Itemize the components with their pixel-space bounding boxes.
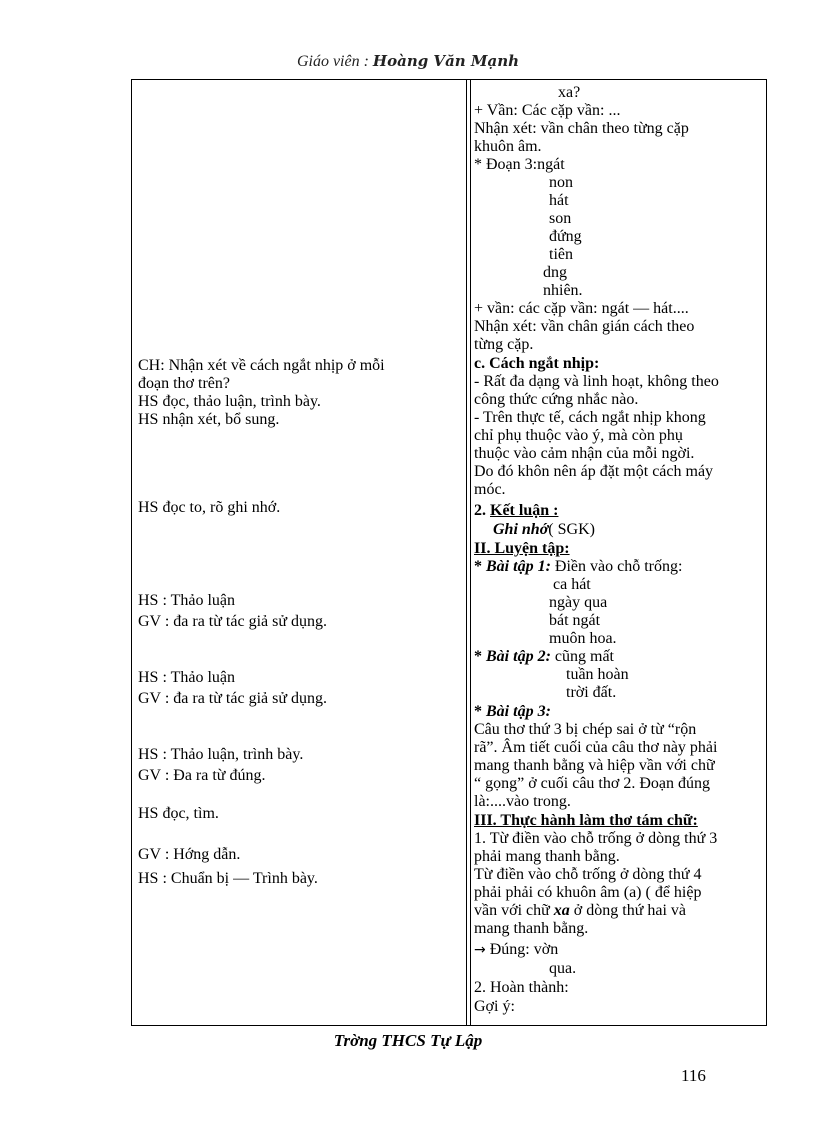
right-line: xa? — [558, 84, 581, 101]
right-line: mang thanh bằng. — [474, 920, 589, 937]
left-line: CH: Nhận xét về cách ngắt nhịp ở mỗi — [138, 357, 385, 374]
left-line: HS đọc, thảo luận, trình bày. — [138, 393, 321, 410]
rhyme-word: dng — [543, 264, 567, 281]
right-line: phải mang thanh bằng. — [474, 848, 620, 865]
page-number: 116 — [681, 1066, 706, 1085]
left-line: GV : đa ra từ tác giả sử dụng. — [138, 613, 328, 630]
ghi-nho-line — [493, 521, 595, 539]
right-line: rã”. Âm tiết cuối của câu thơ này phải — [474, 739, 718, 756]
left-line: HS đọc to, rõ ghi nhớ. — [138, 499, 281, 516]
section-heading-iii — [474, 812, 698, 830]
left-line: HS : Thảo luận, trình bày. — [138, 746, 304, 763]
right-line: công thức cứng nhắc nào. — [474, 391, 639, 408]
section-heading-ii — [474, 540, 570, 558]
conclusion-heading — [474, 502, 558, 520]
exercise-3-label: Bài tập 3: — [486, 703, 551, 720]
right-line: thuộc vào cảm nhận của mỗi ngời. — [474, 445, 695, 462]
rhyme-word: non — [549, 174, 573, 191]
ghi-nho-ref: ( SGK) — [548, 521, 595, 538]
answer-text: Đúng: vờn — [485, 941, 559, 958]
answer-word: trời đất. — [566, 684, 617, 701]
rhyme-word: nhiên. — [543, 282, 583, 299]
right-line: + vần: các cặp vần: ngát — hát.... — [474, 300, 689, 317]
exercise-2 — [474, 648, 614, 666]
right-line: 2. Hoàn thành: — [474, 979, 569, 996]
right-line: Nhận xét: vần chân theo từng cặp — [474, 120, 689, 137]
exercise-bullet: * — [474, 648, 486, 665]
school-footer: Trờng THCS Tự Lập — [333, 1031, 483, 1050]
right-line: từng cặp. — [474, 336, 534, 353]
section-heading-iii-text: III. Thực hành làm thơ tám chữ: — [474, 812, 698, 829]
left-line: HS : Thảo luận — [138, 592, 236, 609]
rhyme-word: đứng — [549, 228, 582, 245]
practice-text-tail: ở dòng thứ hai và — [569, 902, 687, 919]
right-line: móc. — [474, 481, 506, 498]
left-line: GV : Hớng dẫn. — [138, 846, 241, 863]
answer-word: ca hát — [553, 576, 591, 593]
arrow-right-icon: → — [474, 942, 486, 958]
rhyme-word: hát — [549, 192, 569, 209]
rhyme-word: son — [549, 210, 572, 227]
left-line: GV : đa ra từ tác giả sử dụng. — [138, 690, 328, 707]
right-line: phải phải có khuôn âm (a) ( để hiệp — [474, 884, 702, 901]
right-line: chỉ phụ thuộc vào ý, mà còn phụ — [474, 427, 683, 444]
right-line: “ gọng” ở cuối câu thơ 2. Đoạn đúng — [474, 775, 710, 792]
right-line: là:....vào trong. — [474, 793, 571, 810]
conclusion-number: 2. — [474, 502, 490, 519]
right-line: 1. Từ điền vào chỗ trống ở dòng thứ 3 — [474, 830, 718, 847]
left-line: HS nhận xét, bổ sung. — [138, 411, 280, 428]
right-line: + Vần: Các cặp vần: ... — [474, 102, 621, 119]
page-header — [0, 52, 816, 71]
left-line: GV : Đa ra từ đúng. — [138, 767, 266, 784]
right-line: Nhận xét: vần chân gián cách theo — [474, 318, 695, 335]
section-heading-ii-text: II. Luyện tập: — [474, 540, 570, 557]
right-line: Từ điền vào chỗ trống ở dòng thứ 4 — [474, 866, 702, 883]
section-heading-c: c. Cách ngắt nhịp: — [474, 355, 600, 372]
header-prefix: Giáo viên : — [296, 53, 373, 70]
column-divider — [466, 79, 467, 1026]
right-line: khuôn âm. — [474, 138, 542, 155]
right-line: Gợi ý: — [474, 998, 515, 1015]
answer-word: bát ngát — [549, 612, 601, 629]
right-line: - Rất đa dạng và linh hoạt, không theo — [474, 373, 719, 390]
exercise-3 — [474, 703, 551, 721]
ghi-nho-label: Ghi nhớ — [493, 521, 549, 538]
right-line — [474, 902, 686, 920]
exercise-2-text: cũng mất — [550, 648, 614, 665]
exercise-2-label: Bài tập 2: — [486, 648, 551, 665]
left-line: đoạn thơ trên? — [138, 375, 230, 392]
exercise-1-label: Bài tập 1: — [486, 558, 551, 575]
right-line: * Đoạn 3:ngát — [474, 156, 565, 173]
left-line: HS đọc, tìm. — [138, 805, 219, 822]
exercise-bullet: * — [474, 703, 486, 720]
right-line: mang thanh bằng và hiệp vần với chữ — [474, 757, 715, 774]
exercise-1-text: Điền vào chỗ trống: — [550, 558, 683, 575]
left-line: HS : Thảo luận — [138, 669, 236, 686]
right-line: Câu thơ thứ 3 bị chép sai ở từ “rộn — [474, 721, 697, 738]
right-line: Do đó khôn nên áp đặt một cách máy — [474, 463, 714, 480]
conclusion-label: Kết luận : — [490, 502, 559, 519]
answer-word: ngày qua — [549, 594, 608, 611]
answer-line — [474, 941, 558, 959]
right-line: - Trên thực tế, cách ngắt nhịp khong — [474, 409, 706, 426]
emphasis-word: xa — [553, 902, 570, 919]
practice-text: vần với chữ — [474, 902, 554, 919]
answer-word: qua. — [549, 960, 577, 977]
answer-word: tuần hoàn — [566, 666, 629, 683]
column-divider-inner — [470, 79, 471, 1026]
teacher-name: Hoàng Văn Mạnh — [372, 52, 520, 70]
rhyme-word: tiên — [549, 246, 573, 263]
exercise-1 — [474, 558, 682, 576]
left-line: HS : Chuẩn bị — Trình bày. — [138, 870, 318, 887]
exercise-bullet: * — [474, 558, 486, 575]
answer-word: muôn hoa. — [549, 630, 617, 647]
